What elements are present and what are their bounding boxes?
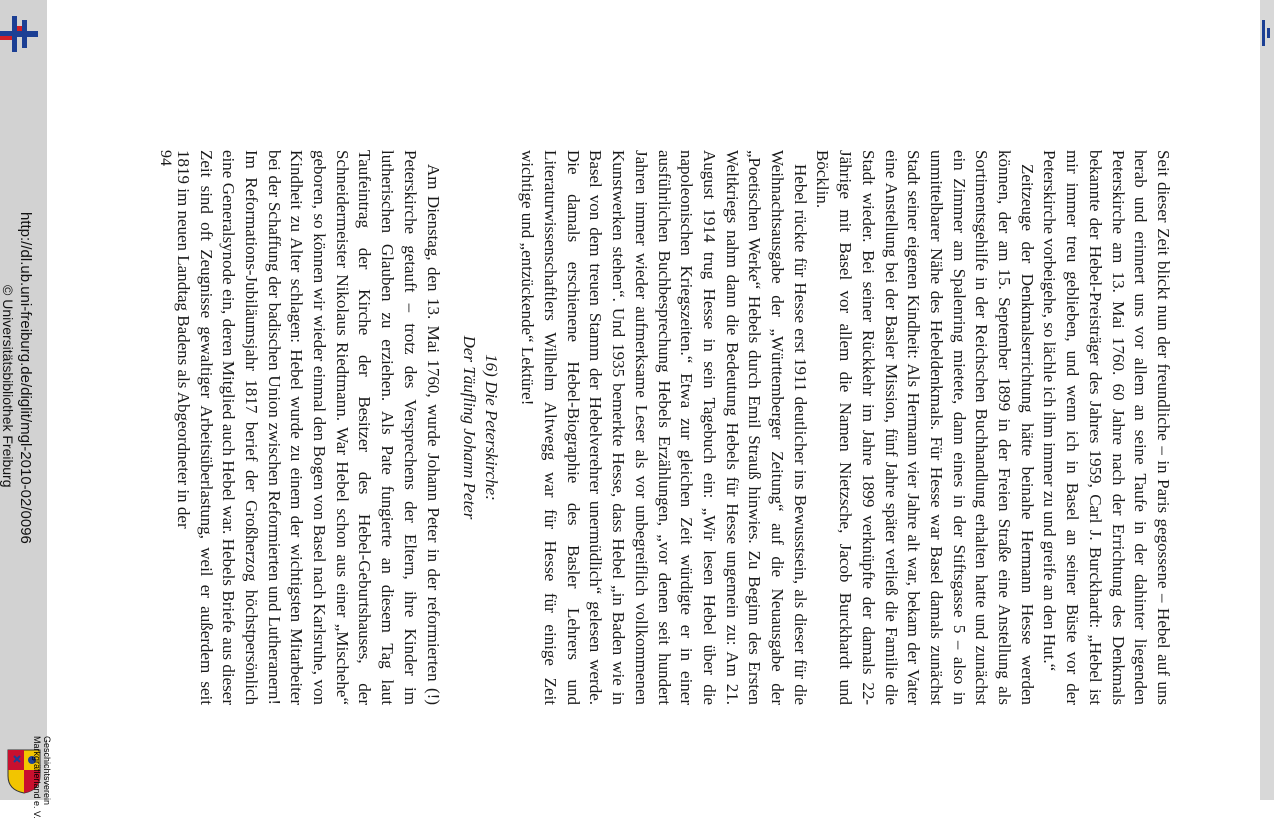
document-url[interactable]: http://dl.ub.uni-freiburg.de/diglit/mgl-2010-02/0096 <box>17 212 34 544</box>
paragraph: Hebel rückte für Hesse erst 1911 deutlicher ins Bewusstsein, als dieser für die Weihnachtsausgabe der „Württemberger Zeitung“ auf die Neuausgabe der „Poetischen Werke“ Hebels durch Emil Strauß hinwies. Zu Beginn des Ersten Weltkriegs nahm dann die Bedeutung Hebels für Hesse ungemein zu: Am 21. August 1914 trug Hesse in sein Tagebuch ein: „Wir lesen Hebel über die napoleonischen Kriegszeiten.“ Etwa zur gleichen Zeit würdigte er in einer ausführlichen Buchbesprechung Hebels Erzählungen, „vor denen seit hundert Jahren immer wieder aufmerksame Leser als vor unbegreiflich vollkommenen Kunstwerken stehen“. Und 1935 bemerkte Hesse, dass Hebel „in Baden wie in Basel von dem treuen Stamm der Hebelverehrer unermüdlich“ gelesen werde. Die damals erschienene Hebel-Biographie des Basler Lehrers und Literaturwissenschaftlers Wilhelm Altwegg war für Hesse für einige Zeit wichtige und „entzückende“ Lektüre! <box>518 150 810 705</box>
paragraph: Zeitzeuge der Denkmalserrichtung hätte beinahe Hermann Hesse werden können, der am 15. September 1899 in der Freien Straße eine Anstellung als Sortimentsgehilfe in der Reichschen Buchhandlung erhalten hatte und zunächst ein Zimmer am Spalenring mietete, dann eines in der Stiftsgasse 5 – also in unmittelbarer Nähe des Hebeldenkmals. Für Hesse war Basel damals zunächst Stadt seiner eigenen Kindheit: Als Hermann vier Jahre alt war, bekam der Vater eine Anstellung bei der Basler Mission, fünf Jahre später verließ die Familie die Stadt wieder. Bei seiner Rückkehr im Jahre 1899 verknüpfte der damals 22-Jährige mit Basel vor allem die Namen Nietzsche, Jacob Burckhardt und Böcklin. <box>813 150 1037 705</box>
text-column <box>171 150 1174 705</box>
crest-label-line1: Geschichtsverein <box>42 736 52 806</box>
crest-label-line2: Markgräflerland e. V. <box>32 736 42 819</box>
paragraph: Am Dienstag, den 13. Mai 1760, wurde Johann Peter in der reformierten (!) Peterskirche getauft – trotz des Versprechens der Eltern, ihre Kinder im lutherischen Glauben zu erziehen. Als Pate fungierte an diesem Tag laut Taufeintrag der Kirche der Besitzer des Hebel-Geburtshauses, der Schneidermeister Nikolaus Riedtmann. War Hebel schon aus einer „Mischehe“ geboren, so können wir wieder einmal den Bogen von Basel nach Karlsruhe, von Kindheit zu Alter schlagen: Hebel wurde zu einem der wichtigsten Mitarbeiter bei der Schaffung der badischen Union zwischen Reformierten und Lutheranern! Im Reformations-Jubiläumsjahr 1817 berief der Großherzog höchstpersönlich eine Generalsynode ein, deren Mitglied auch Hebel war. Hebels Briefe aus dieser Zeit sind oft Zeugnisse gewaltiger Arbeitsüberlastung, weil er außerdem seit 1819 im neuen Landtag Badens als Abgeordneter in der <box>173 150 443 705</box>
section-heading-line2: Der Täufling Johann Peter <box>459 335 479 520</box>
paragraph: Seit dieser Zeit blickt nun der freundliche – in Paris gegossene – Hebel auf uns herab und erinnert uns vor allem an seine Taufe in der dahinter liegenden Peterskirche am 13. Mai 1760. 60 Jahre nach der Errichtung des Denkmals bekannte der Hebel-Preisträger des Jahres 1959, Carl J. Burckhardt: „Hebel ist mir immer treu geblieben, und wenn ich in Basel an seiner Büste vor der Peterskirche vorbeigehe, so lächle ich ihm immer zu und greife an den Hut.“ <box>1040 150 1173 705</box>
page-number: 94 <box>157 150 174 166</box>
section-heading <box>458 150 502 705</box>
copyright-notice: © Universitätsbibliothek Freiburg <box>0 285 16 488</box>
section-heading-line1: 16) Die Peterskirche: <box>481 354 501 501</box>
